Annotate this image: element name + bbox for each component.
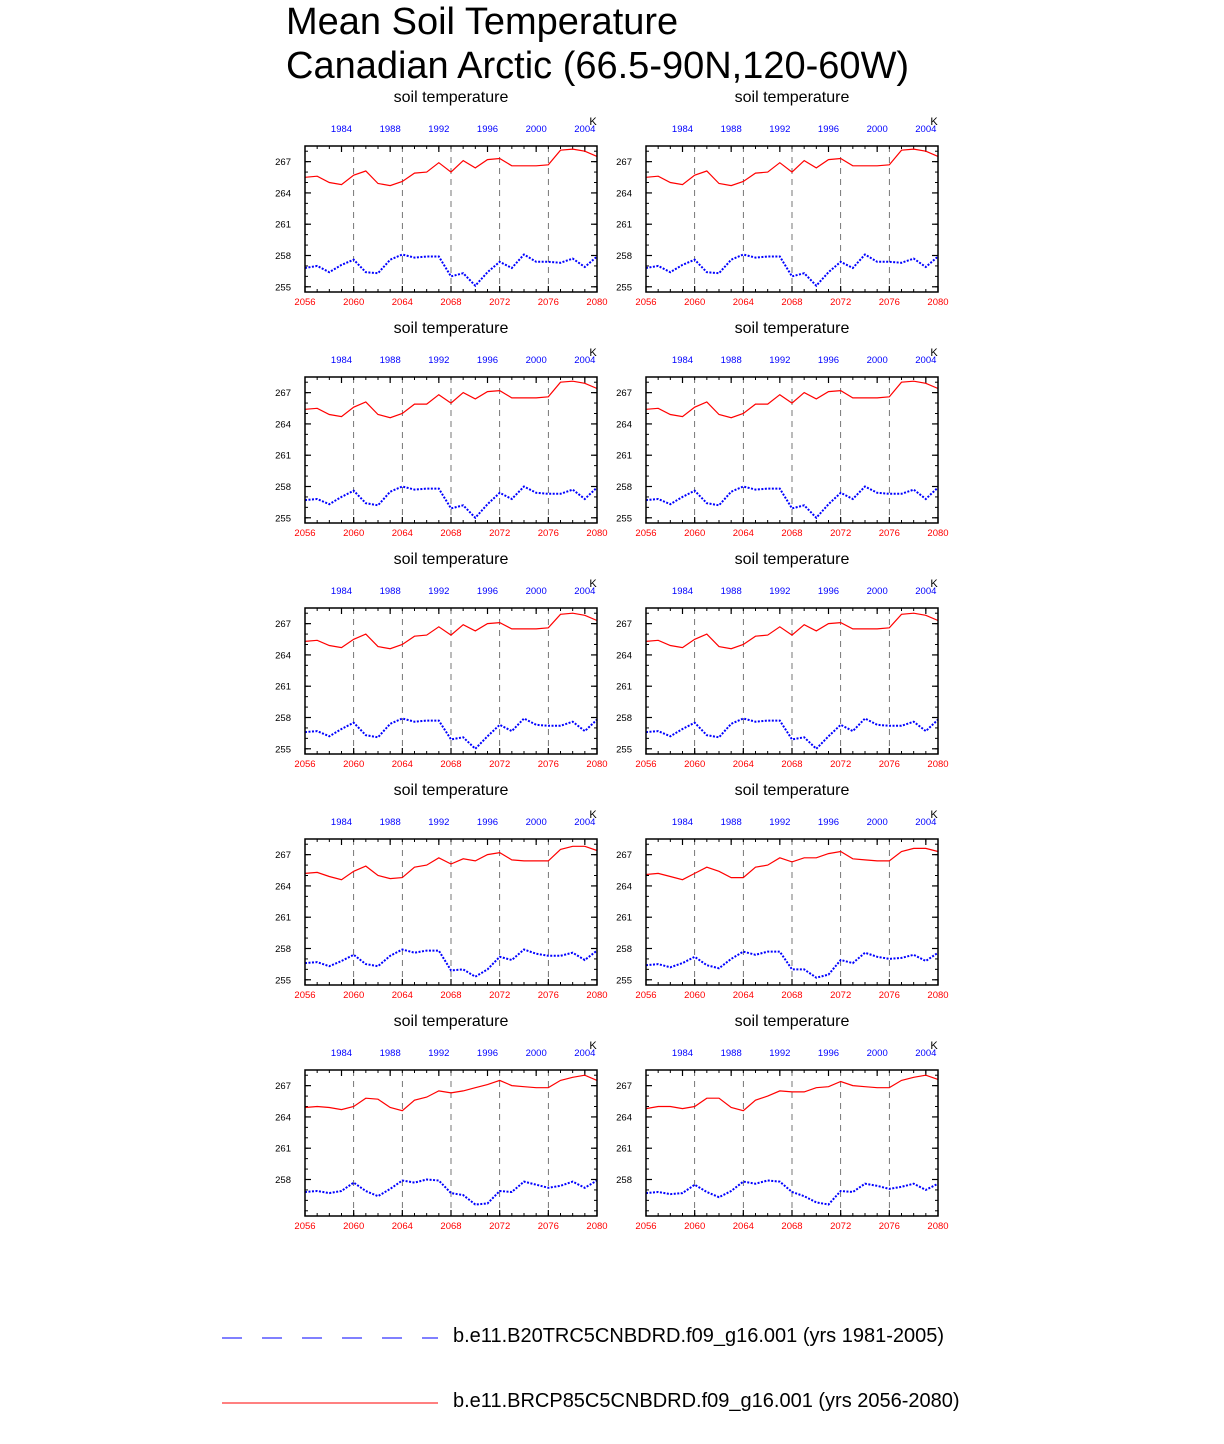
x-top-tick-label: 1988: [720, 124, 742, 135]
x-tick-label: 2080: [927, 297, 949, 308]
x-tick-label: 2080: [927, 759, 949, 770]
x-tick-label: 2064: [391, 990, 413, 1001]
x-tick-label: 2064: [732, 297, 754, 308]
x-tick-label: 2080: [586, 990, 608, 1001]
x-tick-label: 2076: [537, 1221, 559, 1232]
x-tick-label: 2080: [586, 759, 608, 770]
x-top-tick-label: 1996: [476, 355, 499, 366]
x-tick-label: 2064: [732, 528, 754, 539]
chart-title: soil temperature: [393, 551, 509, 568]
y-tick-label: 255: [616, 975, 632, 987]
x-top-tick-label: 2004: [574, 1048, 596, 1059]
x-top-tick-label: 2004: [574, 586, 596, 597]
y-tick-label: 261: [275, 681, 291, 693]
x-tick-label: 2068: [781, 990, 803, 1001]
x-tick-label: 2072: [489, 1221, 511, 1232]
x-top-tick-label: 2000: [866, 124, 888, 135]
unit-label: K: [589, 809, 597, 821]
unit-label: K: [589, 116, 597, 128]
x-top-tick-label: 1992: [769, 124, 791, 135]
unit-label: K: [930, 1040, 938, 1052]
x-tick-label: 2056: [294, 297, 316, 308]
chart-title: soil temperature: [393, 320, 509, 337]
x-top-tick-label: 2000: [525, 586, 547, 597]
x-tick-label: 2076: [537, 759, 559, 770]
x-tick-label: 2068: [440, 528, 462, 539]
x-tick-label: 2072: [830, 990, 852, 1001]
x-tick-label: 2076: [537, 528, 559, 539]
x-tick-label: 2080: [927, 1221, 949, 1232]
y-tick-label: 255: [275, 513, 291, 525]
unit-label: K: [930, 809, 938, 821]
y-tick-label: 267: [275, 388, 291, 400]
x-top-tick-label: 1984: [671, 355, 694, 366]
x-tick-label: 2068: [781, 528, 803, 539]
x-top-tick-label: 2004: [915, 586, 937, 597]
x-top-tick-label: 1988: [720, 1048, 742, 1059]
x-tick-label: 2060: [343, 1221, 365, 1232]
chart-panel-10: [616, 1013, 948, 1232]
legend-label-historical: b.e11.B20TRC5CNBDRD.f09_g16.001 (yrs 1981-2005): [453, 1325, 945, 1347]
chart-panel-8: [616, 782, 948, 1001]
x-tick-label: 2076: [878, 990, 900, 1001]
legend-label-future: b.e11.BRCP85C5CNBDRD.f09_g16.001 (yrs 2056-2080): [453, 1390, 960, 1412]
y-tick-label: 264: [275, 419, 291, 431]
y-tick-label: 267: [616, 619, 632, 631]
x-tick-label: 2060: [684, 1221, 706, 1232]
x-tick-label: 2072: [489, 990, 511, 1001]
chart-title: soil temperature: [734, 1013, 850, 1030]
x-tick-label: 2076: [878, 759, 900, 770]
y-tick-label: 264: [275, 1112, 291, 1124]
x-top-tick-label: 1996: [817, 355, 840, 366]
x-top-tick-label: 1996: [476, 1048, 499, 1059]
x-top-tick-label: 2004: [915, 355, 937, 366]
x-top-tick-label: 1984: [330, 1048, 353, 1059]
x-tick-label: 2060: [684, 990, 706, 1001]
x-tick-label: 2056: [294, 528, 316, 539]
chart-title: soil temperature: [393, 1013, 509, 1030]
unit-label: K: [930, 578, 938, 590]
y-tick-label: 258: [275, 1175, 291, 1186]
x-top-tick-label: 1984: [330, 124, 353, 135]
y-tick-label: 261: [616, 450, 632, 462]
x-top-tick-label: 2000: [866, 817, 888, 828]
x-tick-label: 2056: [635, 297, 657, 308]
x-top-tick-label: 1996: [476, 124, 499, 135]
x-tick-label: 2080: [586, 528, 608, 539]
x-top-tick-label: 1992: [769, 355, 791, 366]
x-top-tick-label: 1984: [330, 586, 353, 597]
x-top-tick-label: 2000: [866, 1048, 888, 1059]
x-top-tick-label: 1992: [769, 586, 791, 597]
legend-item-historical: [220, 1323, 1120, 1353]
x-top-tick-label: 1992: [769, 1048, 791, 1059]
x-tick-label: 2068: [440, 990, 462, 1001]
x-tick-label: 2072: [830, 528, 852, 539]
x-tick-label: 2076: [878, 528, 900, 539]
x-tick-label: 2076: [878, 1221, 900, 1232]
y-tick-label: 261: [275, 450, 291, 462]
x-top-tick-label: 1988: [379, 1048, 401, 1059]
x-tick-label: 2068: [440, 297, 462, 308]
y-tick-label: 264: [616, 188, 632, 200]
y-tick-label: 261: [616, 219, 632, 231]
legend-swatch-future: [220, 1388, 445, 1418]
y-tick-label: 267: [275, 1081, 291, 1093]
x-tick-label: 2056: [635, 528, 657, 539]
x-tick-label: 2068: [781, 1221, 803, 1232]
x-tick-label: 2056: [635, 759, 657, 770]
chart-panel-2: [616, 89, 948, 308]
x-tick-label: 2068: [781, 297, 803, 308]
x-top-tick-label: 1984: [330, 355, 353, 366]
x-tick-label: 2064: [732, 1221, 754, 1232]
x-tick-label: 2056: [635, 1221, 657, 1232]
chart-title: soil temperature: [734, 782, 850, 799]
x-top-tick-label: 2004: [574, 817, 596, 828]
x-tick-label: 2060: [343, 528, 365, 539]
x-tick-label: 2060: [684, 528, 706, 539]
x-tick-label: 2064: [732, 759, 754, 770]
x-top-tick-label: 1996: [817, 586, 840, 597]
chart-panel-3: [275, 320, 607, 539]
x-tick-label: 2072: [489, 759, 511, 770]
x-top-tick-label: 2000: [866, 586, 888, 597]
x-top-tick-label: 1996: [817, 124, 840, 135]
x-top-tick-label: 1984: [671, 817, 694, 828]
x-tick-label: 2056: [294, 759, 316, 770]
x-tick-label: 2068: [781, 759, 803, 770]
x-top-tick-label: 1988: [379, 124, 401, 135]
x-top-tick-label: 2004: [915, 124, 937, 135]
y-tick-label: 261: [616, 1143, 632, 1155]
x-top-tick-label: 1988: [720, 355, 742, 366]
title-line-2: Canadian Arctic (66.5-90N,120-60W): [286, 45, 910, 87]
chart-panel-4: [616, 320, 948, 539]
x-top-tick-label: 2004: [915, 817, 937, 828]
x-tick-label: 2072: [489, 297, 511, 308]
y-tick-label: 267: [275, 850, 291, 862]
x-top-tick-label: 2000: [525, 124, 547, 135]
y-tick-label: 267: [275, 157, 291, 169]
y-tick-label: 267: [616, 388, 632, 400]
x-tick-label: 2060: [343, 990, 365, 1001]
x-tick-label: 2072: [830, 297, 852, 308]
y-tick-label: 264: [275, 650, 291, 662]
y-tick-label: 258: [616, 482, 632, 493]
y-tick-label: 267: [616, 1081, 632, 1093]
x-tick-label: 2072: [489, 528, 511, 539]
x-top-tick-label: 1996: [476, 817, 499, 828]
y-tick-label: 258: [275, 944, 291, 955]
x-tick-label: 2076: [537, 990, 559, 1001]
chart-panel-1: [275, 89, 607, 308]
x-tick-label: 2076: [878, 297, 900, 308]
x-tick-label: 2080: [927, 990, 949, 1001]
y-tick-label: 267: [616, 850, 632, 862]
x-tick-label: 2072: [830, 1221, 852, 1232]
chart-title: soil temperature: [734, 320, 850, 337]
y-tick-label: 258: [275, 713, 291, 724]
y-tick-label: 255: [616, 513, 632, 525]
x-tick-label: 2080: [586, 297, 608, 308]
x-top-tick-label: 1988: [720, 817, 742, 828]
title-line-1: Mean Soil Temperature: [286, 1, 679, 43]
y-tick-label: 264: [275, 881, 291, 893]
y-tick-label: 255: [275, 282, 291, 294]
x-tick-label: 2068: [440, 1221, 462, 1232]
y-tick-label: 264: [275, 188, 291, 200]
x-top-tick-label: 1992: [428, 1048, 450, 1059]
x-tick-label: 2064: [391, 297, 413, 308]
x-top-tick-label: 2004: [915, 1048, 937, 1059]
y-tick-label: 261: [616, 681, 632, 693]
y-tick-label: 261: [275, 219, 291, 231]
unit-label: K: [589, 578, 597, 590]
x-top-tick-label: 1996: [817, 817, 840, 828]
x-top-tick-label: 2000: [525, 817, 547, 828]
x-top-tick-label: 1992: [428, 586, 450, 597]
x-tick-label: 2056: [294, 1221, 316, 1232]
y-tick-label: 255: [275, 744, 291, 756]
chart-panel-5: [275, 551, 607, 770]
x-tick-label: 2080: [586, 1221, 608, 1232]
chart-panel-7: [275, 782, 607, 1001]
x-tick-label: 2080: [927, 528, 949, 539]
x-top-tick-label: 1988: [720, 586, 742, 597]
y-tick-label: 255: [275, 975, 291, 987]
y-tick-label: 258: [616, 251, 632, 262]
y-tick-label: 261: [275, 1143, 291, 1155]
y-tick-label: 258: [616, 944, 632, 955]
x-tick-label: 2064: [732, 990, 754, 1001]
x-top-tick-label: 1992: [428, 817, 450, 828]
unit-label: K: [589, 1040, 597, 1052]
x-tick-label: 2060: [684, 297, 706, 308]
x-top-tick-label: 1984: [671, 586, 694, 597]
y-tick-label: 258: [275, 251, 291, 262]
x-tick-label: 2056: [294, 990, 316, 1001]
x-top-tick-label: 2000: [525, 355, 547, 366]
x-top-tick-label: 1992: [428, 355, 450, 366]
x-top-tick-label: 1996: [817, 1048, 840, 1059]
x-tick-label: 2060: [343, 759, 365, 770]
x-tick-label: 2060: [684, 759, 706, 770]
y-tick-label: 264: [616, 1112, 632, 1124]
chart-panel-6: [616, 551, 948, 770]
x-top-tick-label: 1984: [330, 817, 353, 828]
unit-label: K: [589, 347, 597, 359]
x-top-tick-label: 1992: [769, 817, 791, 828]
chart-panel-9: [275, 1013, 607, 1232]
x-tick-label: 2068: [440, 759, 462, 770]
x-top-tick-label: 1984: [671, 124, 694, 135]
x-top-tick-label: 1984: [671, 1048, 694, 1059]
x-tick-label: 2076: [537, 297, 559, 308]
y-tick-label: 261: [275, 912, 291, 924]
x-top-tick-label: 1988: [379, 355, 401, 366]
chart-title: soil temperature: [393, 89, 509, 106]
chart-title: soil temperature: [393, 782, 509, 799]
legend-item-future: [220, 1388, 1120, 1418]
x-top-tick-label: 1988: [379, 586, 401, 597]
x-top-tick-label: 2000: [866, 355, 888, 366]
x-top-tick-label: 1988: [379, 817, 401, 828]
y-tick-label: 255: [616, 744, 632, 756]
x-top-tick-label: 1996: [476, 586, 499, 597]
y-tick-label: 267: [275, 619, 291, 631]
x-tick-label: 2064: [391, 759, 413, 770]
x-top-tick-label: 2004: [574, 355, 596, 366]
y-tick-label: 255: [616, 282, 632, 294]
unit-label: K: [930, 116, 938, 128]
x-top-tick-label: 1992: [428, 124, 450, 135]
y-tick-label: 264: [616, 650, 632, 662]
y-tick-label: 264: [616, 419, 632, 431]
y-tick-label: 258: [616, 1175, 632, 1186]
x-top-tick-label: 2000: [525, 1048, 547, 1059]
x-tick-label: 2060: [343, 297, 365, 308]
x-tick-label: 2072: [830, 759, 852, 770]
y-tick-label: 258: [275, 482, 291, 493]
y-tick-label: 264: [616, 881, 632, 893]
x-tick-label: 2064: [391, 1221, 413, 1232]
unit-label: K: [930, 347, 938, 359]
chart-title: soil temperature: [734, 551, 850, 568]
y-tick-label: 267: [616, 157, 632, 169]
x-tick-label: 2064: [391, 528, 413, 539]
y-tick-label: 258: [616, 713, 632, 724]
x-tick-label: 2056: [635, 990, 657, 1001]
x-top-tick-label: 2004: [574, 124, 596, 135]
y-tick-label: 261: [616, 912, 632, 924]
chart-title: soil temperature: [734, 89, 850, 106]
legend-swatch-historical: [220, 1323, 445, 1353]
